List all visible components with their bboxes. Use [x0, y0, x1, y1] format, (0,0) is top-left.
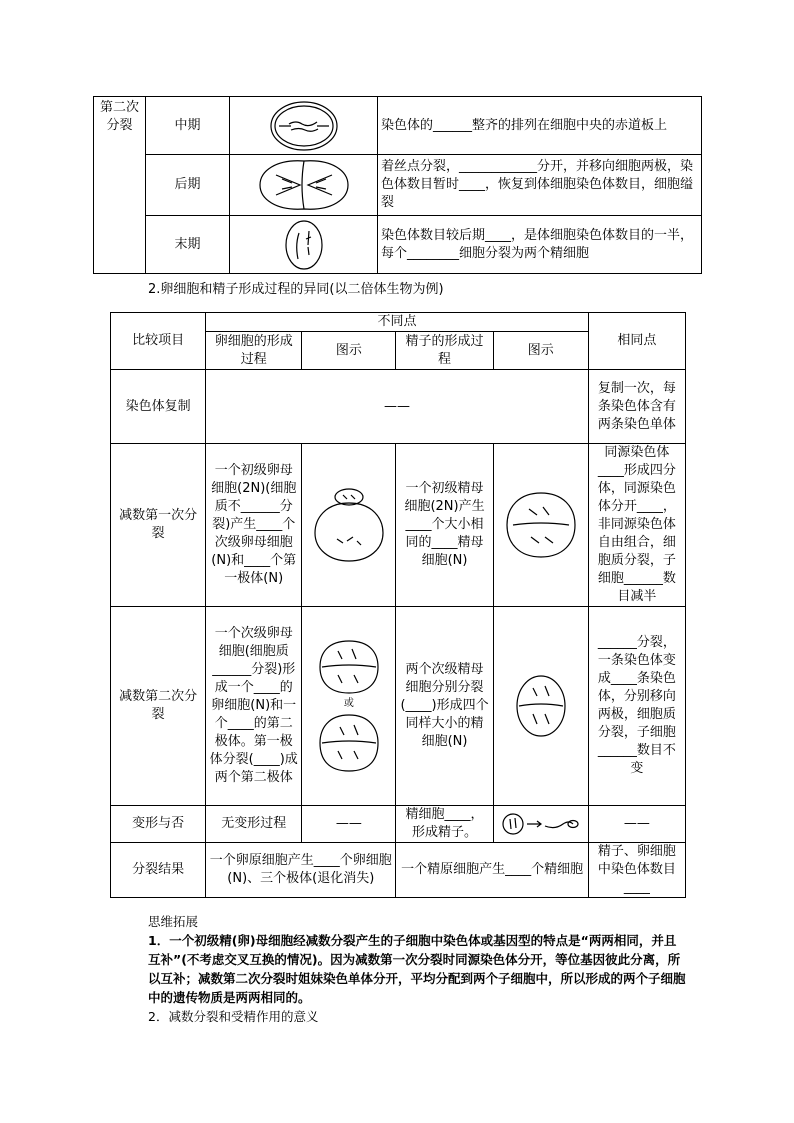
dash-cell: —— — [588, 806, 685, 843]
egg-cell: 一个次级卵母细胞(细胞质______分裂)形成一个____的卵细胞(N)和一个____的第二极体。第一极体分裂(____)成两个第二极体 — [206, 607, 302, 806]
header-egg: 卵细胞的形成过程 — [206, 332, 302, 370]
spermatocyte-mii-figure — [493, 607, 588, 806]
metaphase-figure — [230, 97, 378, 155]
sperm-cell: 一个初级精母细胞(2N)产生____个大小相同的____精母细胞(N) — [396, 444, 493, 607]
oocyte-mii-figure — [302, 607, 396, 806]
comparison-table — [110, 312, 686, 898]
meiosis-ii-table — [93, 96, 702, 274]
phase-label: 中期 — [146, 97, 230, 155]
row-label: 分裂结果 — [111, 843, 206, 898]
sperm-cell: 精细胞____，形成精子。 — [396, 806, 493, 843]
same-cell: ______分裂，一条染色体变成____条染色体，分别移向两极，细胞质分裂，子细胞______数目不变 — [588, 607, 685, 806]
header-fig2: 图示 — [493, 332, 588, 370]
egg-cell: 一个初级卵母细胞(2N)(细胞质不______分裂)产生____个次级卵母细胞(N)和____个第一极体(N) — [206, 444, 302, 607]
same-cell: 精子、卵细胞中染色体数目____ — [588, 843, 685, 898]
anaphase-figure — [230, 155, 378, 216]
egg-cell: 无变形过程 — [206, 806, 302, 843]
extension-section — [148, 912, 688, 1026]
phase-label: 末期 — [146, 216, 230, 274]
egg-result: 一个卵原细胞产生____个卵细胞(N)、三个极体(退化消失) — [206, 843, 396, 898]
extension-title: 思维拓展 — [148, 914, 199, 929]
row-label: 减数第一次分裂 — [111, 444, 206, 607]
header-fig1: 图示 — [302, 332, 396, 370]
extension-para-1: 1．一个初级精(卵)母细胞经减数分裂产生的子细胞中染色体或基因型的特点是“两两相同，并且互补”(不考虑交叉互换的情况)。因为减数第一次分裂时同源染色体分开，等位基因彼此分离，所以互补；减数第二次分裂时姐妹染色单体分开，平均分配到两个子细胞中，所以形成的两个子细胞中的遗传物质是两两相同的。 — [148, 933, 686, 1005]
telophase-figure — [230, 216, 378, 274]
dash-cell: —— — [302, 806, 396, 843]
sperm-cell: 两个次级精母细胞分别分裂(____)形成四个同样大小的精细胞(N) — [396, 607, 493, 806]
telophase-desc: 染色体数目较后期____，是体细胞染色体数目的一半，每个________细胞分裂为两个精细胞 — [378, 216, 702, 274]
phase-label: 后期 — [146, 155, 230, 216]
anaphase-desc: 着丝点分裂，____________分开，并移向细胞两极，染色体数目暂时____，恢复到体细胞染色体数目，细胞缢裂 — [378, 155, 702, 216]
header-same: 相同点 — [588, 313, 685, 370]
header-diff: 不同点 — [206, 313, 589, 332]
same-cell: 同源染色体____形成四分体，同源染色体分开____，非同源染色体自由组合，细胞质分裂，子细胞______数目减半 — [588, 444, 685, 607]
metaphase-desc: 染色体的______整齐的排列在细胞中央的赤道板上 — [378, 97, 702, 155]
oocyte-mi-figure — [302, 444, 396, 607]
header-sperm: 精子的形成过程 — [396, 332, 493, 370]
header-item: 比较项目 — [111, 313, 206, 370]
dash-cell: —— — [206, 370, 589, 444]
row-label: 染色体复制 — [111, 370, 206, 444]
extension-para-2: 2．减数分裂和受精作用的意义 — [148, 1009, 319, 1024]
or-label: 或 — [343, 698, 354, 709]
sperm-result: 一个精原细胞产生____个精细胞 — [396, 843, 588, 898]
row-label: 变形与否 — [111, 806, 206, 843]
stage-label: 第二次分裂 — [94, 97, 146, 274]
spermiogenesis-figure — [493, 806, 588, 843]
table-caption: 2.卵细胞和精子形成过程的异同(以二倍体生物为例) — [148, 282, 444, 297]
row-label: 减数第二次分裂 — [111, 607, 206, 806]
same-cell: 复制一次，每条染色体含有两条染色单体 — [588, 370, 685, 444]
spermatocyte-mi-figure — [493, 444, 588, 607]
